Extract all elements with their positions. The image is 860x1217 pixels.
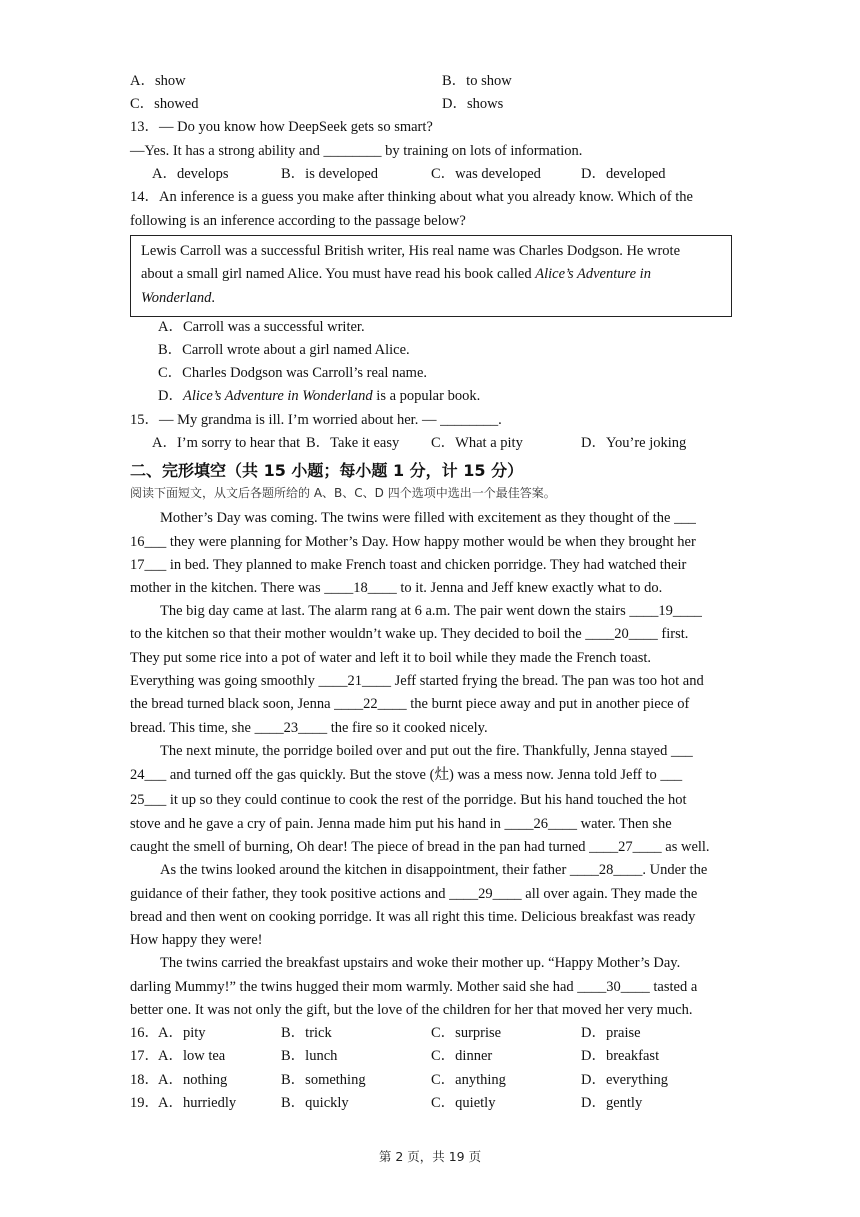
q14-option-b: B．Carroll wrote about a girl named Alice.	[158, 342, 410, 358]
passage-line: How happy they were!	[130, 932, 263, 948]
choice-option-a: A．hurriedly	[158, 1095, 237, 1111]
passage-line: 24___ and turned off the gas quickly. But the stove (灶) was a mess now. Jenna told Jeff to ___	[130, 767, 683, 783]
box-line3	[141, 288, 215, 308]
q14-stem-line1: 14．An inference is a guess you make after thinking about what you already know. Which of the	[130, 189, 693, 205]
passage-line: caught the smell of burning, Oh dear! The piece of bread in the pan had turned ____27____ as well.	[130, 839, 710, 855]
box-line2-text: about a small girl named Alice. You must have read his book called	[141, 266, 536, 282]
choice-option-d: D．gently	[581, 1095, 643, 1111]
choice-option-a: A．nothing	[158, 1072, 228, 1088]
choice-option-b: B．trick	[281, 1025, 332, 1041]
choice-option-d: D．breakfast	[581, 1048, 660, 1064]
choice-number: 17．	[130, 1048, 159, 1064]
choice-option-c: C．anything	[431, 1072, 506, 1088]
passage-line: stove and he gave a cry of pain. Jenna made him put his hand in ____26____ water. Then she	[130, 816, 672, 832]
passage-line: The next minute, the porridge boiled over and put out the fire. Thankfully, Jenna stayed ___	[160, 743, 693, 759]
section-instruction: 阅读下面短文，从文后各题所给的 A、B、C、D 四个选项中选出一个最佳答案。	[130, 486, 556, 500]
passage-line: better one. It was not only the gift, but the love of the children for her that moved her very much.	[130, 1002, 693, 1018]
q12-option-d: D．shows	[442, 96, 504, 112]
choice-option-b: B．quickly	[281, 1095, 349, 1111]
q14-option-d	[158, 386, 480, 406]
book-title-part2: Wonderland	[141, 290, 212, 306]
choice-number: 16．	[130, 1025, 159, 1041]
choice-option-c: C．dinner	[431, 1048, 493, 1064]
choice-number: 19．	[130, 1095, 159, 1111]
passage-line: As the twins looked around the kitchen in disappointment, their father ____28____. Under the	[160, 862, 708, 878]
q13-option-a: A．develops	[152, 166, 229, 182]
passage-line: mother in the kitchen. There was ____18____ to it. Jenna and Jeff knew exactly what to do.	[130, 580, 663, 596]
choice-option-d: D．praise	[581, 1025, 641, 1041]
q14-stem-line2: following is an inference according to the passage below?	[130, 213, 466, 229]
q15-option-a: A．I’m sorry to hear that	[152, 435, 301, 451]
choice-option-b: B．lunch	[281, 1048, 338, 1064]
q14-d-suffix: is a popular book.	[372, 388, 481, 404]
choice-option-d: D．everything	[581, 1072, 668, 1088]
box-line3-suffix: .	[211, 290, 215, 306]
q14-d-prefix: D．	[158, 388, 183, 404]
q12-option-c: C．showed	[130, 96, 199, 112]
choice-option-a: A．low tea	[158, 1048, 226, 1064]
q14-passage-box	[130, 235, 732, 317]
box-line2	[141, 264, 651, 284]
passage-line: bread and then went on cooking porridge. It was all right this time. Delicious breakfast was ready	[130, 909, 696, 925]
passage-line: the bread turned black soon, Jenna ____22____ the burnt piece away and put in another piece of	[130, 696, 690, 712]
box-line1: Lewis Carroll was a successful British writer, His real name was Charles Dodgson. He wrote	[141, 243, 681, 259]
passage-line: to the kitchen so that their mother wouldn’t wake up. They decided to boil the ____20____ first.	[130, 626, 689, 642]
q13-option-c: C．was developed	[431, 166, 541, 182]
q13-option-b: B．is developed	[281, 166, 379, 182]
passage-line: Mother’s Day was coming. The twins were filled with excitement as they thought of the ___	[160, 510, 696, 526]
q12-option-a: A．show	[130, 73, 186, 89]
q14-d-title: Alice’s Adventure in Wonderland	[182, 388, 373, 404]
q15-option-b: B．Take it easy	[306, 435, 400, 451]
passage-line: 17___ in bed. They planned to make French toast and chicken porridge. They had watched their	[130, 557, 687, 573]
q15-option-d: D．You’re joking	[581, 435, 687, 451]
page-footer: 第 2 页，共 19 页	[378, 1149, 482, 1164]
q15-stem: 15．— My grandma is ill. I’m worried about her. — ________.	[130, 412, 502, 428]
passage-line: bread. This time, she ____23____ the fire so it cooked nicely.	[130, 720, 488, 736]
passage-line: The big day came at last. The alarm rang at 6 a.m. The pair went down the stairs ____19____	[160, 603, 702, 619]
passage-line: Everything was going smoothly ____21____ Jeff started frying the bread. The pan was too hot and	[130, 673, 704, 689]
q13-stem: 13．— Do you know how DeepSeek gets so smart?	[130, 119, 433, 135]
choice-option-c: C．surprise	[431, 1025, 502, 1041]
q13-line2: —Yes. It has a strong ability and ________ by training on lots of information.	[130, 143, 583, 159]
section-heading: 二、完形填空（共 15 小题；每小题 1 分，计 15 分）	[130, 461, 524, 480]
choice-option-b: B．something	[281, 1072, 366, 1088]
choice-number: 18．	[130, 1072, 159, 1088]
passage-line: The twins carried the breakfast upstairs and woke their mother up. “Happy Mother’s Day.	[160, 955, 681, 971]
passage-line: They put some rice into a pot of water and left it to boil while they made the French toast.	[130, 650, 652, 666]
q12-option-b: B．to show	[442, 73, 512, 89]
passage-line: 25___ it up so they could continue to cook the rest of the porridge. But his hand touched the hot	[130, 792, 687, 808]
passage-line: darling Mummy!” the twins hugged their mom warmly. Mother said she had ____30____ tasted a	[130, 979, 698, 995]
book-title-part1: Alice’s Adventure in	[535, 266, 651, 282]
q15-option-c: C．What a pity	[431, 435, 523, 451]
q13-option-d: D．developed	[581, 166, 666, 182]
choice-option-c: C．quietly	[431, 1095, 496, 1111]
q14-option-c: C．Charles Dodgson was Carroll’s real name.	[158, 365, 428, 381]
passage-line: 16___ they were planning for Mother’s Day. How happy mother would be when they brought her	[130, 534, 696, 550]
passage-line: guidance of their father, they took positive actions and ____29____ all over again. They made the	[130, 886, 698, 902]
q14-option-a: A．Carroll was a successful writer.	[158, 319, 365, 335]
choice-option-a: A．pity	[158, 1025, 206, 1041]
